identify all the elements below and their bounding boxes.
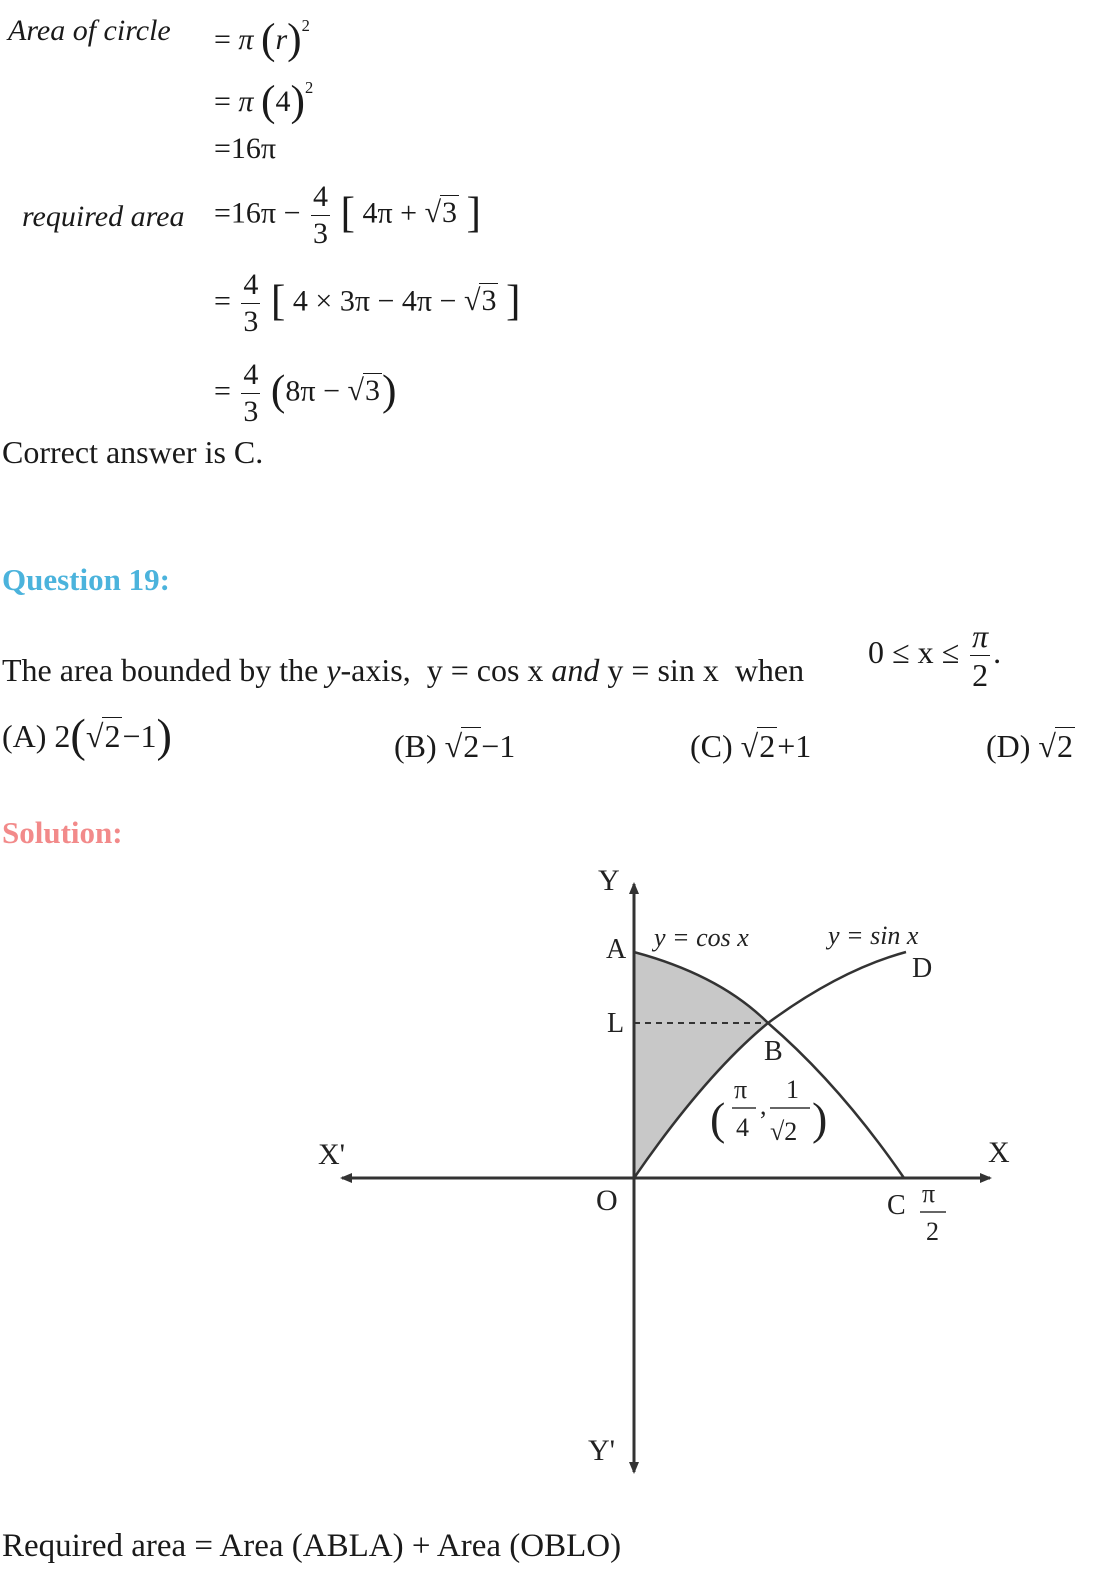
equation-cos: y = cos x [426, 652, 544, 688]
deriv-line-6: = $\frac{4}{3}$ (8π − √3) [214, 358, 397, 428]
label-point-c: C [887, 1190, 906, 1221]
square-root: √2 [1038, 728, 1073, 764]
label-y-bottom: Y' [588, 1434, 616, 1467]
label-cos-curve: y = cos x [654, 923, 749, 952]
square-root: √3 [463, 284, 497, 318]
option-c: (C) √2+1 [690, 728, 812, 764]
label-point-b: B [764, 1036, 783, 1067]
question-condition: 0 ≤ x ≤ $\frac{\pi}{2}$ . [868, 618, 1002, 693]
coord-num-2: 1 [786, 1075, 799, 1104]
c-value-num: π [922, 1179, 936, 1208]
deriv-line-5: = $\frac{4}{3}$ [ 4 × 3π − 4π − √3 ] [214, 268, 521, 338]
deriv-line-1: = π $(r)^2$ [214, 15, 310, 63]
coord-open-paren: ( [710, 1093, 726, 1144]
option-b: (B) √2−1 [394, 728, 516, 764]
fraction: $\frac{\pi}{2}$ [972, 618, 989, 693]
square-root: √2 [740, 728, 776, 764]
option-d: (D) √2 [986, 728, 1073, 764]
square-root: √3 [347, 374, 380, 408]
question-title: Question 19: [2, 562, 170, 597]
deriv-line-3: =16π [214, 132, 277, 165]
label-y-top: Y [598, 864, 620, 897]
coord-den-1: 4 [736, 1113, 749, 1142]
correct-answer-text: Correct answer is C. [2, 434, 264, 470]
point-c-value [920, 1179, 946, 1246]
label-point-d: D [912, 953, 933, 984]
label-x-left: X' [318, 1138, 346, 1171]
coord-close-paren: ) [812, 1093, 828, 1144]
square-root: √2 [444, 728, 480, 764]
required-area-label: required area [22, 200, 185, 233]
label-x-right: X [988, 1136, 1010, 1169]
square-root: √3 [424, 196, 458, 230]
deriv-line-2: = π $(4)^2$ [214, 77, 314, 125]
c-value-den: 2 [926, 1217, 939, 1246]
fraction: $\frac{4}{3}$ [243, 268, 259, 338]
label-point-a: A [606, 934, 627, 965]
required-area-statement: Required area = Area (ABLA) + Area (OBLO) [2, 1528, 622, 1564]
coord-num-1: π [734, 1075, 748, 1104]
square-root: √2 [85, 718, 121, 754]
label-sin-curve: y = sin x [828, 921, 919, 950]
deriv-line-4: =16π − $\frac{4}{3}$ [ 4π + √3 ] [214, 180, 482, 250]
fraction: $\frac{4}{3}$ [312, 180, 328, 250]
area-of-circle-label: Area of circle [8, 14, 171, 47]
point-b-coordinates [710, 1075, 827, 1146]
shaded-region [634, 952, 768, 1178]
label-origin: O [596, 1184, 618, 1217]
equation-sin: y = sin x [607, 652, 719, 688]
coord-den-2: √2 [770, 1117, 798, 1146]
question-text: The area bounded by the y-axis, y = cos x and y = sin x when [2, 652, 805, 688]
option-a: (A) 2(√2−1) [2, 711, 172, 762]
label-point-l: L [607, 1008, 625, 1039]
solution-title: Solution: [2, 815, 123, 850]
fraction: $\frac{4}{3}$ [243, 358, 259, 428]
coord-comma: , [760, 1091, 767, 1120]
